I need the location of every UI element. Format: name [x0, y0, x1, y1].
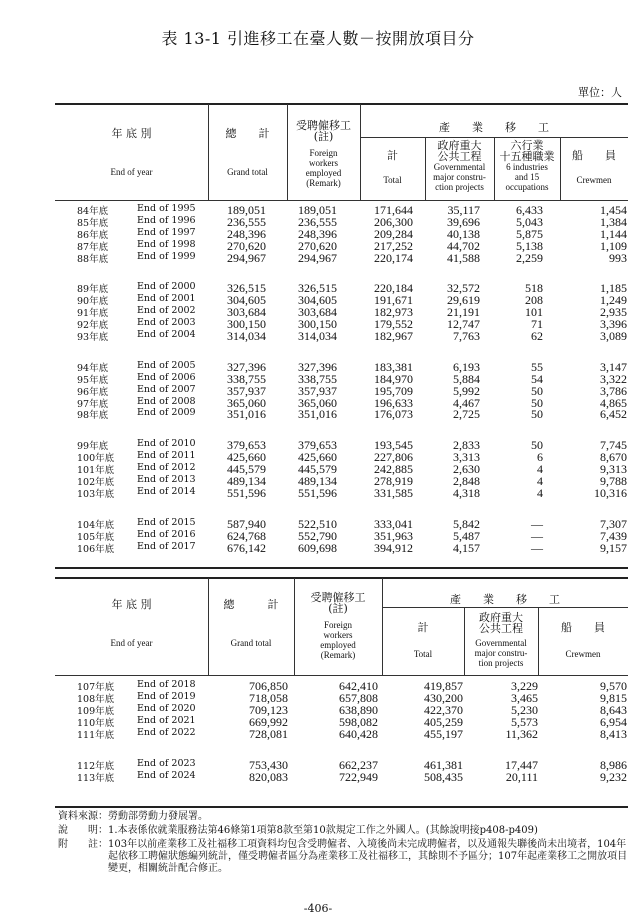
header-crew: 船 員 Crewmen — [572, 149, 616, 185]
table-cell: 551,596 — [298, 485, 337, 500]
table-row — [55, 691, 628, 703]
header-industry: 產 業 移 工 — [439, 121, 549, 134]
table-cell: 326,515 — [298, 281, 337, 296]
table-cell: 1,384 — [600, 214, 627, 229]
table1-body — [55, 203, 628, 555]
table-cell: 365,060 — [298, 395, 337, 410]
table-cell: End of 1997 — [137, 226, 196, 238]
table-cell: 5,992 — [453, 383, 480, 398]
table-cell: 338,755 — [298, 371, 337, 386]
table-cell: 351,016 — [298, 407, 337, 422]
table-cell: End of 1995 — [137, 203, 196, 214]
table-cell: 394,912 — [374, 540, 413, 555]
table1-bottom-rule — [55, 567, 628, 569]
table-row — [55, 486, 628, 498]
table-cell: 303,684 — [227, 305, 266, 320]
table-cell: 92年底 — [77, 320, 109, 332]
table-cell: 552,790 — [298, 528, 337, 543]
table-cell: 35,117 — [447, 203, 480, 217]
table-row — [55, 462, 628, 477]
table-cell: 9,815 — [600, 690, 627, 705]
table-cell: 2,935 — [600, 305, 627, 320]
table-cell: 8,670 — [600, 450, 627, 465]
table-cell: 5,230 — [511, 702, 538, 717]
table-cell: 40,138 — [447, 226, 480, 241]
table-cell: 753,430 — [249, 758, 288, 773]
table-cell: 21,191 — [447, 305, 480, 320]
table-cell: 8,986 — [600, 758, 627, 773]
table-cell: 41,588 — [447, 250, 480, 265]
table-cell: 706,850 — [249, 679, 288, 693]
table-cell: End of 2016 — [137, 528, 196, 540]
table-row — [55, 450, 628, 465]
header-gov: 政府重大 公共工程 Governmental major constru- ction projects — [433, 139, 486, 192]
divider — [55, 200, 628, 201]
table-cell: 551,596 — [227, 485, 266, 500]
table-cell: 248,396 — [298, 226, 337, 241]
table-cell: 314,034 — [298, 329, 337, 344]
table-cell: 9,313 — [600, 462, 627, 477]
table-row — [55, 372, 628, 384]
table-cell: 50 — [531, 407, 543, 422]
table-cell: 44,702 — [447, 238, 480, 253]
table-cell: End of 1998 — [137, 238, 196, 250]
table-row — [55, 329, 628, 344]
table-cell: 195,709 — [374, 383, 413, 398]
table-cell: 105年底 — [77, 531, 115, 543]
table-cell: 107年底 — [77, 682, 115, 693]
table-cell: 300,150 — [298, 317, 337, 332]
table-cell: 189,051 — [298, 203, 337, 217]
table-cell: 489,134 — [298, 474, 337, 489]
table-cell: 609,698 — [298, 540, 337, 555]
table-cell: 303,684 — [298, 305, 337, 320]
table-cell: 425,660 — [298, 450, 337, 465]
table-row — [55, 758, 628, 773]
table2-body — [55, 679, 628, 785]
table-cell: 430,200 — [424, 690, 463, 705]
table-cell: End of 2011 — [137, 450, 196, 462]
table-cell: 179,552 — [374, 317, 413, 332]
table-row — [55, 438, 628, 453]
table-cell: 39,696 — [447, 214, 480, 229]
header-year: 年 底 別 End of year — [110, 127, 153, 177]
table-cell: 87年底 — [77, 241, 109, 253]
table-cell: End of 2002 — [137, 305, 196, 317]
table-cell: 3,465 — [511, 690, 538, 705]
table-cell: End of 2019 — [137, 690, 196, 702]
table-cell: 103年底 — [77, 488, 115, 500]
table-cell: End of 2021 — [137, 714, 196, 726]
table-cell: 338,755 — [227, 371, 266, 386]
table-cell: 184,970 — [374, 371, 413, 386]
table-cell: 5,043 — [516, 214, 543, 229]
table-row — [55, 293, 628, 308]
table-cell: 71 — [531, 317, 543, 332]
table-cell: 669,992 — [249, 714, 288, 729]
table-cell: 304,605 — [227, 293, 266, 308]
table-row — [55, 305, 628, 320]
table-cell: 171,644 — [374, 203, 413, 217]
table-cell: 4,865 — [600, 395, 627, 410]
table-cell: 6,193 — [453, 359, 480, 374]
table-cell: 217,252 — [374, 238, 413, 253]
table-cell: 32,572 — [447, 281, 480, 296]
table-cell: 176,073 — [374, 407, 413, 422]
table-cell: 379,653 — [298, 438, 337, 453]
table-cell: 445,579 — [227, 462, 266, 477]
table-cell: 461,381 — [424, 758, 463, 773]
table-cell: 20,111 — [505, 770, 538, 785]
divider — [382, 607, 628, 608]
table-cell: 508,435 — [424, 770, 463, 785]
table-cell: 101 — [525, 305, 543, 320]
table-cell: 2,630 — [453, 462, 480, 477]
table-cell: 1,109 — [600, 238, 627, 253]
table2-bottom-rule — [55, 806, 628, 808]
table-cell: 425,660 — [227, 450, 266, 465]
table-cell: End of 2005 — [137, 359, 196, 371]
table-cell: 357,937 — [298, 383, 337, 398]
table-cell: 518 — [525, 281, 543, 296]
table-cell: 638,890 — [339, 702, 378, 717]
table-cell: 196,633 — [374, 395, 413, 410]
table-cell: 455,197 — [424, 726, 463, 741]
table-cell: 93年底 — [77, 332, 109, 344]
divider — [55, 675, 628, 676]
table-row — [55, 715, 628, 727]
header-total: 總 計 Grand total — [225, 127, 270, 177]
table-cell: End of 2023 — [137, 758, 196, 770]
table-cell: 90年底 — [77, 296, 109, 308]
table-cell: 104年底 — [77, 519, 115, 531]
table-cell: 270,620 — [298, 238, 337, 253]
table-cell: 587,940 — [227, 516, 266, 531]
table-cell: 2,833 — [453, 438, 480, 453]
table-cell: 111年底 — [77, 729, 115, 741]
table-cell: 182,973 — [374, 305, 413, 320]
table-cell: 6,954 — [600, 714, 627, 729]
table-cell: End of 2003 — [137, 317, 196, 329]
table-cell: 6 — [537, 450, 543, 465]
table-cell: 8,643 — [600, 702, 627, 717]
table-row — [55, 770, 628, 785]
table-cell: 333,041 — [374, 516, 413, 531]
table-row — [55, 227, 628, 239]
table-cell: End of 2017 — [137, 540, 196, 552]
table-cell: 662,237 — [339, 758, 378, 773]
table-row — [55, 541, 628, 553]
table-cell: 6,452 — [600, 407, 627, 422]
table-cell: 5,573 — [511, 714, 538, 729]
table-cell: 9,788 — [600, 474, 627, 489]
table-cell: 1,185 — [600, 281, 627, 296]
table-cell: 54 — [531, 371, 543, 386]
table-cell: 993 — [609, 250, 627, 265]
table-cell: 379,653 — [227, 438, 266, 453]
table-cell: 220,174 — [374, 250, 413, 265]
table-cell: 5,884 — [453, 371, 480, 386]
table-row — [55, 529, 628, 541]
header2-foreign: 受聘僱移工 (註) Foreign workers employed (Remark) — [310, 591, 366, 660]
table-cell: 29,619 — [447, 293, 480, 308]
table-cell: 351,963 — [374, 528, 413, 543]
header2-year: 年 底 別 End of year — [110, 598, 153, 648]
table-cell: End of 2007 — [137, 383, 196, 395]
table-row — [55, 360, 628, 372]
table-cell: End of 2014 — [137, 485, 196, 497]
table-cell: 4,467 — [453, 395, 480, 410]
table-cell: 7,307 — [600, 516, 627, 531]
table-row — [55, 203, 628, 215]
footnote-remark: 附 註： 103年以前產業移工及社福移工項資料均包含受聘僱者、入境後尚未完成聘僱者，以及通報失聯後尚未出境者，104年起依移工聘僱狀態編列統計，僅受聘僱者區分為產業移工及社福移工，其餘則不予區分；107年起產業移工之開放項目變更，相關統計配合修正。 — [58, 839, 628, 874]
table-cell: 598,082 — [339, 714, 378, 729]
page-number: -406- — [303, 902, 333, 915]
table-cell: End of 2024 — [137, 770, 196, 782]
table-cell: End of 2006 — [137, 371, 196, 383]
table-cell: 242,885 — [374, 462, 413, 477]
table-cell: 300,150 — [227, 317, 266, 332]
header-subtotal: 計 Total — [383, 149, 402, 185]
table-row — [55, 407, 628, 422]
table-row — [55, 251, 628, 263]
table-cell: 1,454 — [600, 203, 627, 217]
table-cell: 326,515 — [227, 281, 266, 296]
table-cell: 9,232 — [600, 770, 627, 785]
table-cell: End of 2022 — [137, 726, 196, 738]
table-cell: 50 — [531, 395, 543, 410]
table-cell: End of 2015 — [137, 516, 196, 528]
table-row — [55, 281, 628, 296]
table-cell: 98年底 — [77, 410, 109, 422]
table-cell: 3,396 — [600, 317, 627, 332]
table-row — [55, 239, 628, 251]
table-cell: 88年底 — [77, 253, 109, 265]
table-cell: End of 2001 — [137, 293, 196, 305]
table-cell: 2,259 — [516, 250, 543, 265]
table-cell: 7,439 — [600, 528, 627, 543]
table-cell: 676,142 — [227, 540, 266, 555]
table-cell: 108年底 — [77, 693, 115, 705]
table-cell: 4,157 — [453, 540, 480, 555]
table-cell: 718,058 — [249, 690, 288, 705]
table-cell: 2,725 — [453, 407, 480, 422]
table-cell: 100年底 — [77, 453, 115, 465]
table-row — [55, 679, 628, 691]
table-cell: 4 — [537, 462, 543, 477]
table-cell: 50 — [531, 438, 543, 453]
table-cell: 3,322 — [600, 371, 627, 386]
table-cell: 89年底 — [77, 284, 109, 296]
table-cell: 206,300 — [374, 214, 413, 229]
table-cell: 331,585 — [374, 485, 413, 500]
table-cell: 96年底 — [77, 386, 109, 398]
table-cell: 278,919 — [374, 474, 413, 489]
table-cell: 227,806 — [374, 450, 413, 465]
table-cell: 101年底 — [77, 465, 115, 477]
table-cell: 110年底 — [77, 717, 115, 729]
table-cell: 1,144 — [600, 226, 627, 241]
table-cell: 2,848 — [453, 474, 480, 489]
table-cell: 294,967 — [227, 250, 266, 265]
table-cell: 109年底 — [77, 705, 115, 717]
table-cell: 84年底 — [77, 206, 109, 217]
table-cell: 5,487 — [453, 528, 480, 543]
table-cell: — — [531, 540, 543, 555]
table-cell: 9,570 — [600, 679, 627, 693]
table-cell: 6,433 — [516, 203, 543, 217]
table2-top-rule — [55, 577, 628, 579]
table-cell: 220,184 — [374, 281, 413, 296]
table-cell: 722,949 — [339, 770, 378, 785]
table-cell: 91年底 — [77, 308, 109, 320]
table-cell: 17,447 — [505, 758, 538, 773]
table-cell: End of 2009 — [137, 407, 196, 419]
table-cell: 4 — [537, 485, 543, 500]
table-cell: 357,937 — [227, 383, 266, 398]
table-cell: 182,967 — [374, 329, 413, 344]
table-cell: 189,051 — [227, 203, 266, 217]
table-cell: 304,605 — [298, 293, 337, 308]
table-row — [55, 317, 628, 332]
table1-top-rule — [55, 103, 628, 105]
table-row — [55, 703, 628, 715]
table-cell: 270,620 — [227, 238, 266, 253]
table-cell: End of 1999 — [137, 250, 196, 262]
table-cell: 248,396 — [227, 226, 266, 241]
table-cell: 624,768 — [227, 528, 266, 543]
table-cell: 62 — [531, 329, 543, 344]
table-cell: 106年底 — [77, 543, 115, 555]
table-row — [55, 396, 628, 408]
table-cell: 4,318 — [453, 485, 480, 500]
table-cell: 1,249 — [600, 293, 627, 308]
table-row — [55, 384, 628, 396]
table-cell: 11,362 — [505, 726, 538, 741]
table-cell: End of 2013 — [137, 474, 196, 486]
table-cell: 3,313 — [453, 450, 480, 465]
table-cell: 97年底 — [77, 398, 109, 410]
table-cell: 3,229 — [511, 679, 538, 693]
table-cell: 10,316 — [594, 485, 627, 500]
table-cell: 3,786 — [600, 383, 627, 398]
table-cell: 9,157 — [600, 540, 627, 555]
table-cell: 102年底 — [77, 477, 115, 489]
footnote-source: 資料來源：勞動部勞動力發展署。 — [58, 811, 208, 822]
header-six: 六行業 十五種職業 6 industries and 15 occupations — [499, 139, 555, 192]
table-cell: 489,134 — [227, 474, 266, 489]
table-cell: — — [531, 528, 543, 543]
table-row — [55, 215, 628, 227]
table-cell: — — [531, 516, 543, 531]
table-cell: 327,396 — [227, 359, 266, 374]
table-cell: 208 — [525, 293, 543, 308]
header2-gov: 政府重大 公共工程 Governmental major constru- tion projects — [474, 611, 528, 668]
table-cell: 236,555 — [298, 214, 337, 229]
table-cell: 3,089 — [600, 329, 627, 344]
table-cell: End of 2004 — [137, 329, 196, 341]
table-cell: 95年底 — [77, 374, 109, 386]
table-cell: End of 2010 — [137, 438, 196, 450]
table-cell: End of 1996 — [137, 214, 196, 226]
table-cell: End of 2020 — [137, 702, 196, 714]
header-foreign: 受聘僱移工 (註) Foreign workers employed (Remark) — [296, 119, 351, 188]
table-cell: 522,510 — [298, 516, 337, 531]
table-row — [55, 474, 628, 489]
header2-crew: 船 員 Crewmen — [561, 621, 605, 659]
header2-subtotal: 計 Total — [413, 621, 433, 659]
table-cell: 5,875 — [516, 226, 543, 241]
page-title: 表 13-1 引進移工在臺人數－按開放項目分 — [161, 29, 475, 48]
table-cell: 3,147 — [600, 359, 627, 374]
table-cell: 8,413 — [600, 726, 627, 741]
table-cell: 94年底 — [77, 362, 109, 374]
table-cell: 113年底 — [77, 773, 115, 785]
table-cell: 728,081 — [249, 726, 288, 741]
table-cell: 112年底 — [77, 761, 115, 773]
table-cell: End of 2012 — [137, 462, 196, 474]
table-cell: End of 2018 — [137, 679, 196, 690]
table-cell: 419,857 — [424, 679, 463, 693]
table-cell: 7,763 — [453, 329, 480, 344]
table-cell: 445,579 — [298, 462, 337, 477]
table-cell: 820,083 — [249, 770, 288, 785]
table-cell: 642,410 — [339, 679, 378, 693]
table-cell: 351,016 — [227, 407, 266, 422]
table-cell: 7,745 — [600, 438, 627, 453]
table-cell: 99年底 — [77, 441, 109, 453]
table-cell: 193,545 — [374, 438, 413, 453]
table-cell: 236,555 — [227, 214, 266, 229]
table-cell: 209,284 — [374, 226, 413, 241]
unit-label: 單位：人 — [578, 86, 622, 99]
table-cell: End of 2008 — [137, 395, 196, 407]
table-row — [55, 727, 628, 739]
table-cell: 314,034 — [227, 329, 266, 344]
table-cell: 709,123 — [249, 702, 288, 717]
table-cell: 657,808 — [339, 690, 378, 705]
table-cell: 191,671 — [374, 293, 413, 308]
table-cell: End of 2000 — [137, 281, 196, 293]
table-cell: 12,747 — [447, 317, 480, 332]
table-cell: 5,842 — [453, 516, 480, 531]
table-cell: 405,259 — [424, 714, 463, 729]
table-cell: 294,967 — [298, 250, 337, 265]
table-cell: 50 — [531, 383, 543, 398]
table-cell: 5,138 — [516, 238, 543, 253]
header2-industry: 產 業 移 工 — [450, 593, 560, 606]
table-cell: 365,060 — [227, 395, 266, 410]
table-cell: 327,396 — [298, 359, 337, 374]
header2-total: 總 計 Grand total — [223, 598, 279, 648]
table-cell: 4 — [537, 474, 543, 489]
table-cell: 422,370 — [424, 702, 463, 717]
footnote-note: 說 明：1.本表係依就業服務法第46條第1項第8款至第10款規定工作之外國人。(其餘說明接p408-p409) — [58, 825, 538, 836]
table-cell: 183,381 — [374, 359, 413, 374]
table-cell: 640,428 — [339, 726, 378, 741]
table-cell: 85年底 — [77, 217, 109, 229]
table-cell: 55 — [531, 359, 543, 374]
table-row — [55, 517, 628, 529]
table-cell: 86年底 — [77, 229, 109, 241]
